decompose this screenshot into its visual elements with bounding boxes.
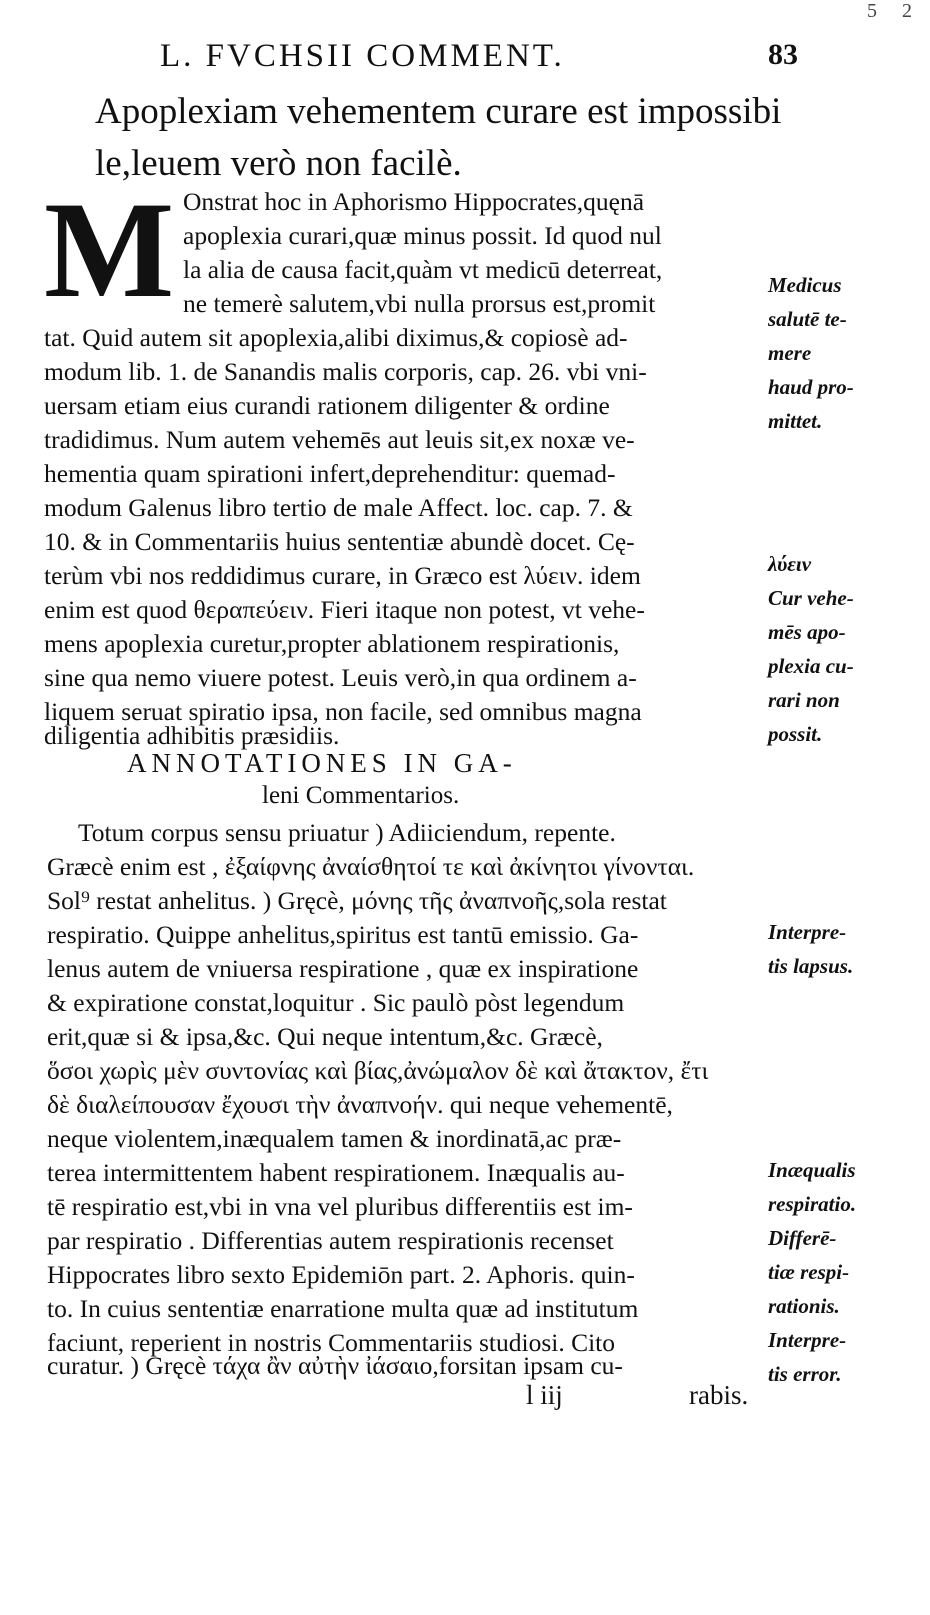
margin-note-line: rari non: [768, 688, 840, 712]
margin-note-line: plexia cu-: [768, 654, 854, 678]
margin-note-line: Interpre-: [768, 1328, 847, 1352]
annotation-line: neque violentem,inæqualem tamen & inordinatā,ac præ-: [47, 1124, 622, 1153]
text-line: mens apoplexia curetur,propter ablationem respirationis,: [44, 629, 620, 658]
text-line: tradidimus. Num autem vehemēs aut leuis sit,ex noxæ ve-: [44, 425, 635, 454]
margin-note-line: rationis.: [768, 1294, 840, 1318]
margin-note-line: tis lapsus.: [768, 954, 854, 978]
text-line: Onstrat hoc in Aphorismo Hippocrates,quęnā: [183, 187, 645, 216]
margin-note-line: Differē-: [768, 1226, 837, 1250]
annotation-line: Sol⁹ restat anhelitus. ) Gręcè, μόνης τῆς ἀναπνοῆς,sola restat: [47, 886, 667, 915]
text-line: modum Galenus libro tertio de male Affect. loc. cap. 7. &: [44, 493, 633, 522]
annotation-line: Græcè enim est , ἐξαίφνης ἀναίσθητοί τε καὶ ἀκίνητοι γίνονται.: [47, 852, 695, 881]
margin-note-line: tis error.: [768, 1362, 842, 1386]
folio-number: 83: [768, 38, 798, 71]
margin-note-interpretis-lapsus: [768, 915, 918, 983]
text-line: enim est quod θεραπεύειν. Fieri itaque non potest, vt vehe-: [44, 595, 645, 624]
annotation-line: terea intermittentem habent respirationem. Inæqualis au-: [47, 1158, 625, 1187]
annotations-heading: ANNOTATIONES IN GA-: [127, 748, 517, 778]
margin-note-line: haud pro-: [768, 375, 854, 399]
annotation-line: Hippocrates libro sexto Epidemiōn part. 2. Aphoris. quin-: [47, 1260, 635, 1289]
signature-mark: l iij: [526, 1380, 563, 1410]
margin-note-line: Medicus: [768, 273, 842, 297]
margin-note-line: salutē te-: [768, 307, 847, 331]
margin-note-line: Inæqualis: [768, 1158, 856, 1182]
annotation-line: δὲ διαλείπουσαν ἔχουσι τὴν ἀναπνοήν. qui neque vehementē,: [47, 1090, 673, 1119]
annotation-line: to. In cuius sententiæ enarratione multa quæ ad institutum: [47, 1294, 639, 1323]
drop-initial: M: [44, 173, 175, 326]
text-line: la alia de causa facit,quàm vt medicū deterreat,: [183, 255, 663, 284]
text-line: ne temerè salutem,vbi nulla prorsus est,promit: [183, 289, 656, 318]
heading-line: Apoplexiam vehementem curare est impossibi: [95, 91, 782, 132]
corner-marks: 5 2: [867, 0, 922, 22]
annotation-line: respiratio. Quippe anhelitus,spiritus est tantū emissio. Ga-: [47, 920, 639, 949]
annotation-line: tē respiratio est,vbi in vna vel pluribus differentiis est im-: [47, 1192, 633, 1221]
annotation-line: faciunt, reperient in nostris Commentariis studiosi. Cito: [47, 1328, 616, 1357]
catchword: rabis.: [689, 1380, 749, 1410]
running-head: L. FVCHSII COMMENT.: [160, 38, 565, 74]
text-line: sine qua nemo viuere potest. Leuis verò,in qua ordinem a-: [44, 663, 637, 692]
margin-note-cur-vehemens: [768, 547, 918, 751]
text-line: hementia quam spirationi infert,deprehenditur: quemad-: [44, 459, 616, 488]
text-line: tat. Quid autem sit apoplexia,alibi diximus,& copiosè ad-: [44, 323, 628, 352]
margin-note-line: mittet.: [768, 409, 823, 433]
text-line: apoplexia curari,quæ minus possit. Id quod nul: [183, 221, 662, 250]
margin-note-line: mere: [768, 341, 812, 365]
heading-line: le,leuem verò non facilè.: [95, 143, 462, 184]
annotation-line: curatur. ) Gręcè τάχα ἂν αὐτὴν ἰάσαιο,forsitan ipsam cu-: [47, 1351, 623, 1380]
annotation-line: Totum corpus sensu priuatur ) Adiiciendum, repente.: [78, 818, 616, 847]
annotation-line: erit,quæ si & ipsa,&c. Qui neque intentum,&c. Græcè,: [47, 1022, 603, 1051]
annotations-heading-2: leni Commentarios.: [262, 782, 460, 809]
margin-note-line: Interpre-: [768, 920, 847, 944]
margin-note-line: λύειν: [768, 552, 812, 576]
text-line: liquem seruat spiratio ipsa, non facile, sed omnibus magna: [44, 697, 642, 726]
margin-note-line: possit.: [768, 722, 823, 746]
text-line: terùm vbi nos reddidimus curare, in Græco est λύειν. idem: [44, 561, 641, 590]
margin-note-line: respiratio.: [768, 1192, 857, 1216]
text-line: 10. & in Commentariis huius sententiæ abundè docet. Cę-: [44, 527, 635, 556]
annotation-line: par respiratio . Differentias autem respirationis recenset: [47, 1226, 614, 1255]
annotation-line: & expiratione constat,loquitur . Sic paulò pòst legendum: [47, 988, 625, 1017]
aphorism-heading: [95, 86, 782, 190]
text-line: uersam etiam eius curandi rationem diligenter & ordine: [44, 391, 610, 420]
margin-note-medicus: [768, 268, 918, 438]
margin-note-line: Cur vehe-: [768, 586, 854, 610]
margin-note-line: tiæ respi-: [768, 1260, 850, 1284]
text-line: modum lib. 1. de Sanandis malis corporis, cap. 26. vbi vni-: [44, 357, 647, 386]
margin-note-inaequalis: [768, 1153, 918, 1391]
text-line: diligentia adhibitis præsidiis.: [44, 721, 340, 750]
annotation-line: ὅσοι χωρὶς μὲν συντονίας καὶ βίας,ἀνώμαλον δὲ καὶ ἄτακτον, ἔτι: [47, 1056, 709, 1085]
margin-note-line: mēs apo-: [768, 620, 846, 644]
annotation-line: lenus autem de vniuersa respiratione , quæ ex inspiratione: [47, 954, 639, 983]
